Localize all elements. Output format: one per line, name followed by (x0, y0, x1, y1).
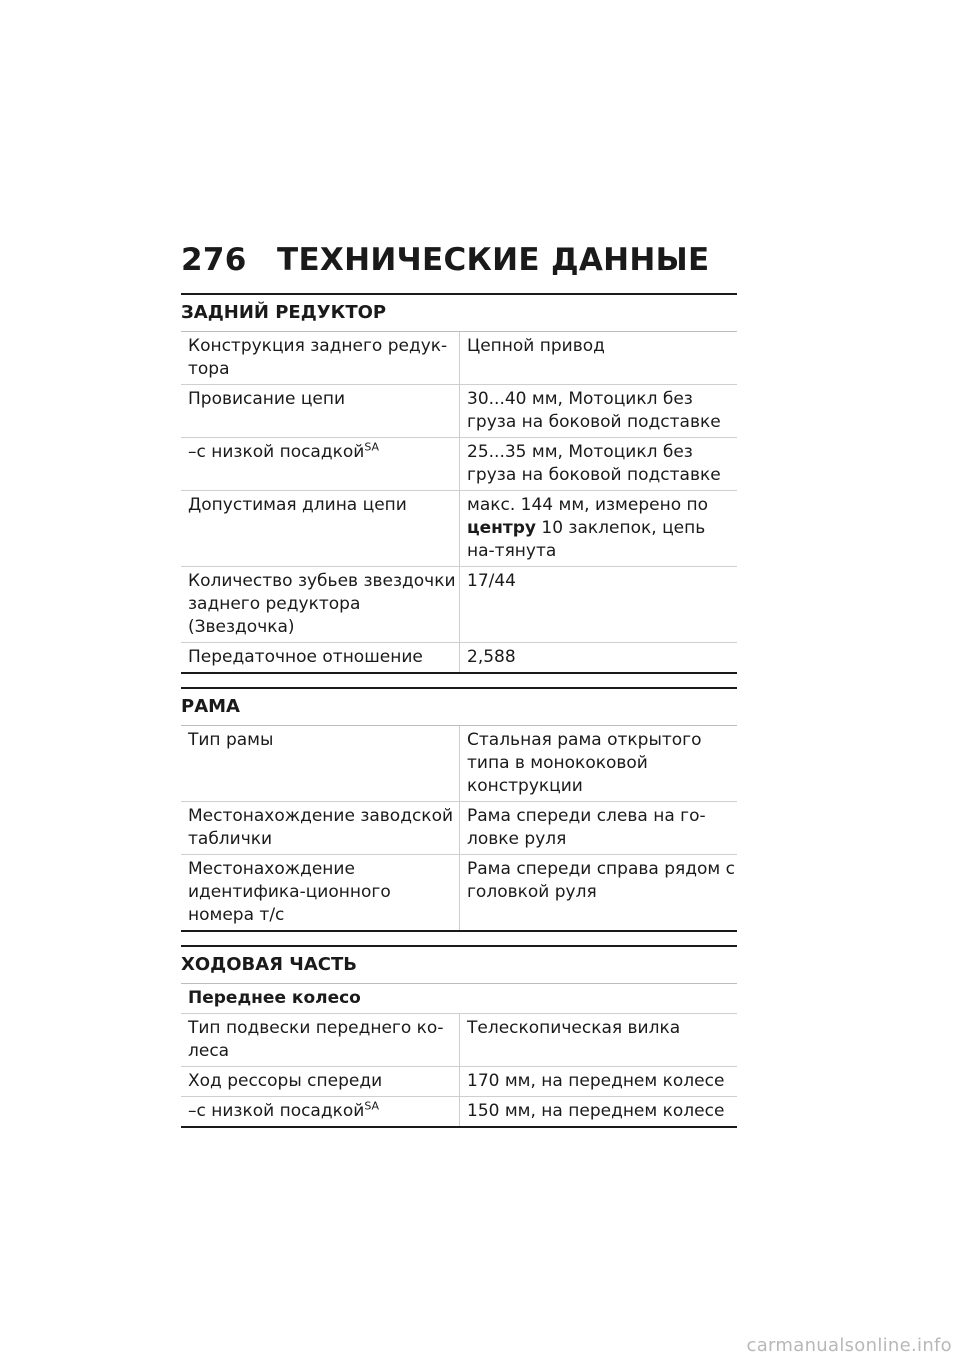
row-value: Рама спереди справа рядом с головкой руля (467, 859, 735, 902)
section-title-rear-drive: ЗАДНИЙ РЕДУКТОР (181, 293, 737, 332)
value-bold: центру (467, 518, 536, 538)
row-value: 25...35 мм, Мотоцикл без груза на боковой подставке (467, 442, 721, 485)
row-value: Телескопическая вилка (467, 1018, 681, 1038)
row-value: 2,588 (467, 647, 516, 667)
row-label: Конструкция заднего редук-тора (181, 332, 460, 384)
row-label: Местонахождение заводской таблички (181, 802, 460, 854)
row-label: Тип подвески переднего ко-леса (181, 1014, 460, 1066)
value-post: 10 заклепок, цепь на-тянута (467, 518, 706, 561)
row-label: Ход рессоры спереди (181, 1067, 460, 1096)
table-row (181, 438, 737, 491)
row-label: Допустимая длина цепи (181, 491, 460, 566)
row-value (460, 491, 737, 566)
row-value: Стальная рама открытого типа в монококовой конструкции (467, 730, 702, 796)
table-row (181, 855, 737, 932)
table-row (181, 1067, 737, 1097)
row-label: Местонахождение идентифика-ционного номера т/с (181, 855, 460, 930)
page-title: ТЕХНИЧЕСКИЕ ДАННЫЕ (277, 242, 710, 278)
section-rear-drive (181, 293, 737, 674)
sa-marker: SA (364, 440, 380, 454)
table-row (181, 1014, 737, 1067)
table-row (181, 385, 737, 438)
table-row (181, 802, 737, 855)
page-header (181, 240, 737, 280)
table-row (181, 726, 737, 802)
row-value: Цепной привод (467, 336, 605, 356)
row-label (181, 438, 460, 490)
table-row (181, 332, 737, 385)
row-label-text: –с низкой посадкой (188, 1101, 365, 1121)
section-title-frame: РАМА (181, 687, 737, 726)
row-label (181, 1097, 460, 1126)
table-row (181, 643, 737, 674)
table-row (181, 1097, 737, 1128)
row-label: Передаточное отношение (181, 643, 460, 672)
row-value: 17/44 (467, 571, 516, 591)
section-chassis (181, 945, 737, 1128)
section-title-chassis: ХОДОВАЯ ЧАСТЬ (181, 945, 737, 984)
row-label-text: –с низкой посадкой (188, 442, 365, 462)
row-label: Провисание цепи (181, 385, 460, 437)
row-label: Тип рамы (181, 726, 460, 801)
row-value: 150 мм, на переднем колесе (467, 1101, 725, 1121)
table-row (181, 491, 737, 567)
row-value: 30...40 мм, Мотоцикл без груза на боковой подставке (467, 389, 721, 432)
sa-marker: SA (364, 1099, 380, 1113)
row-value: Рама спереди слева на го-ловке руля (467, 806, 706, 849)
watermark: carmanualsonline.info (746, 1335, 952, 1356)
section-frame (181, 687, 737, 932)
page-number: 276 (181, 242, 247, 278)
value-pre: макс. 144 мм, измерено по (467, 495, 709, 515)
table-row (181, 567, 737, 643)
row-value: 170 мм, на переднем колесе (467, 1071, 725, 1091)
row-label: Количество зубьев звездочки заднего редуктора (Звездочка) (181, 567, 460, 642)
subsection-front-wheel: Переднее колесо (181, 984, 737, 1014)
manual-page (181, 240, 737, 1128)
